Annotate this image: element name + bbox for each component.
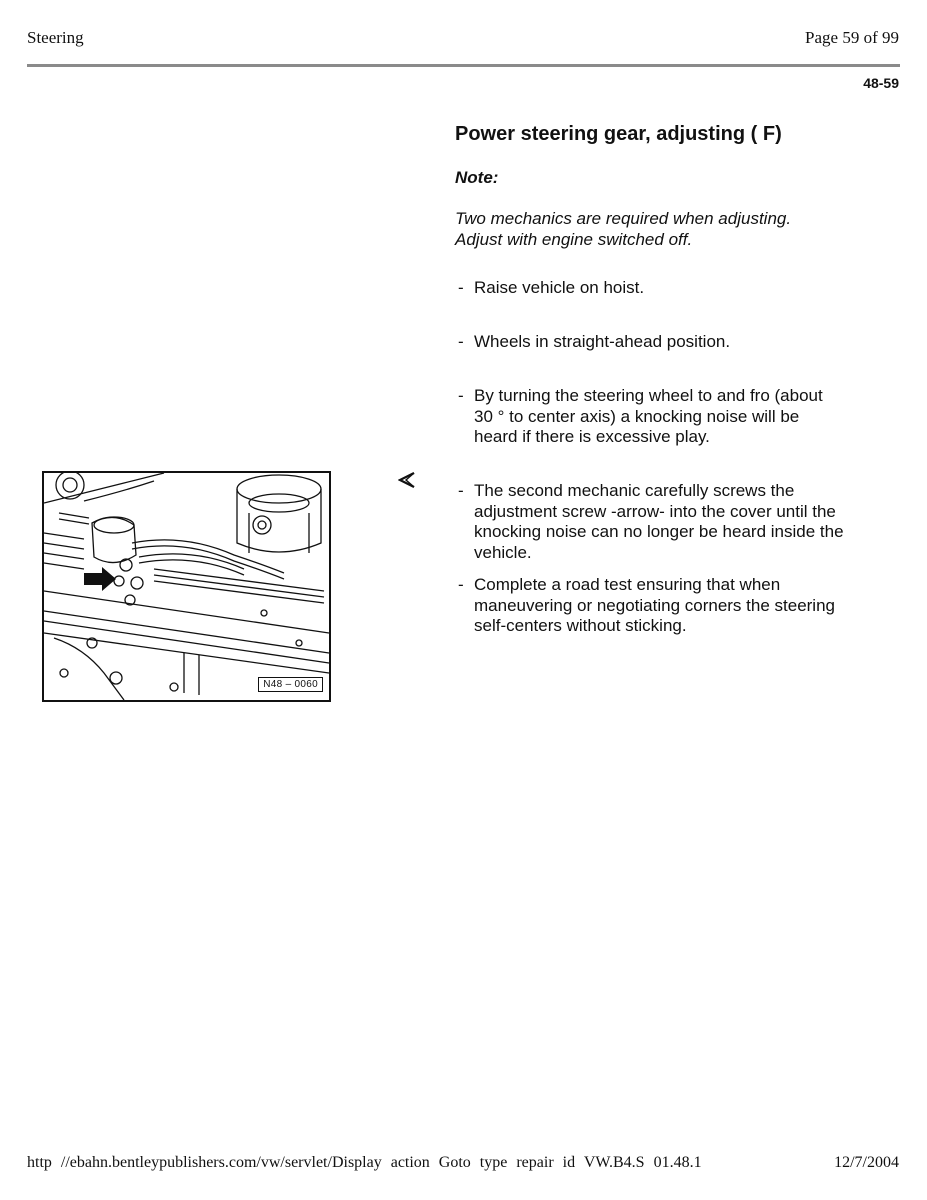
step-text: 30 ° to center axis) a knocking noise will be — [474, 406, 800, 426]
section-number: 48-59 — [863, 75, 899, 91]
step-item — [458, 386, 888, 448]
header-page-number: Page 59 of 99 — [805, 28, 899, 47]
step-text: By turning the steering wheel to and fro (about — [474, 386, 823, 405]
steering-gear-illustration — [42, 471, 331, 702]
illustration-drawing — [44, 473, 329, 700]
step-text: self-centers without sticking. — [474, 616, 687, 635]
note-text — [455, 208, 791, 250]
adjustment-screw-arrow — [84, 567, 116, 591]
footer-url: http //ebahn.bentleypublishers.com/vw/servlet/Display action Goto type repair id VW.B4.S 01.48.1 — [27, 1154, 702, 1171]
step-dash: - — [458, 481, 464, 500]
step-item — [458, 278, 888, 299]
procedure-title: Power steering gear, adjusting ( F) — [455, 123, 782, 145]
step-text: Wheels in straight-ahead position. — [474, 332, 731, 351]
note-label: Note: — [455, 168, 499, 187]
footer-date: 12/7/2004 — [834, 1154, 899, 1171]
figure-label: N48 – 0060 — [258, 677, 323, 692]
step-text: maneuvering or negotiating corners the steering — [474, 595, 835, 615]
step-text: knocking noise can no longer be heard inside the — [474, 522, 844, 541]
step-text: Complete a road test ensuring that when — [474, 575, 781, 594]
step-text: heard if there is excessive play. — [474, 427, 710, 446]
note-line: Two mechanics are required when adjusting. — [455, 209, 792, 228]
step-item — [458, 575, 888, 637]
step-dash: - — [458, 386, 464, 405]
step-item — [458, 481, 888, 563]
step-item — [458, 332, 888, 353]
header-divider — [27, 64, 900, 67]
figure-pointer-icon — [398, 471, 416, 489]
step-dash: - — [458, 332, 464, 351]
step-dash: - — [458, 575, 464, 594]
header-section-title: Steering — [27, 28, 84, 47]
step-text: The second mechanic carefully screws the — [474, 481, 795, 500]
step-text: vehicle. — [474, 542, 532, 562]
note-line: Adjust with engine switched off. — [455, 230, 693, 249]
step-text: adjustment screw -arrow- into the cover until the — [474, 501, 836, 521]
step-dash: - — [458, 278, 464, 297]
step-text: Raise vehicle on hoist. — [474, 278, 645, 297]
